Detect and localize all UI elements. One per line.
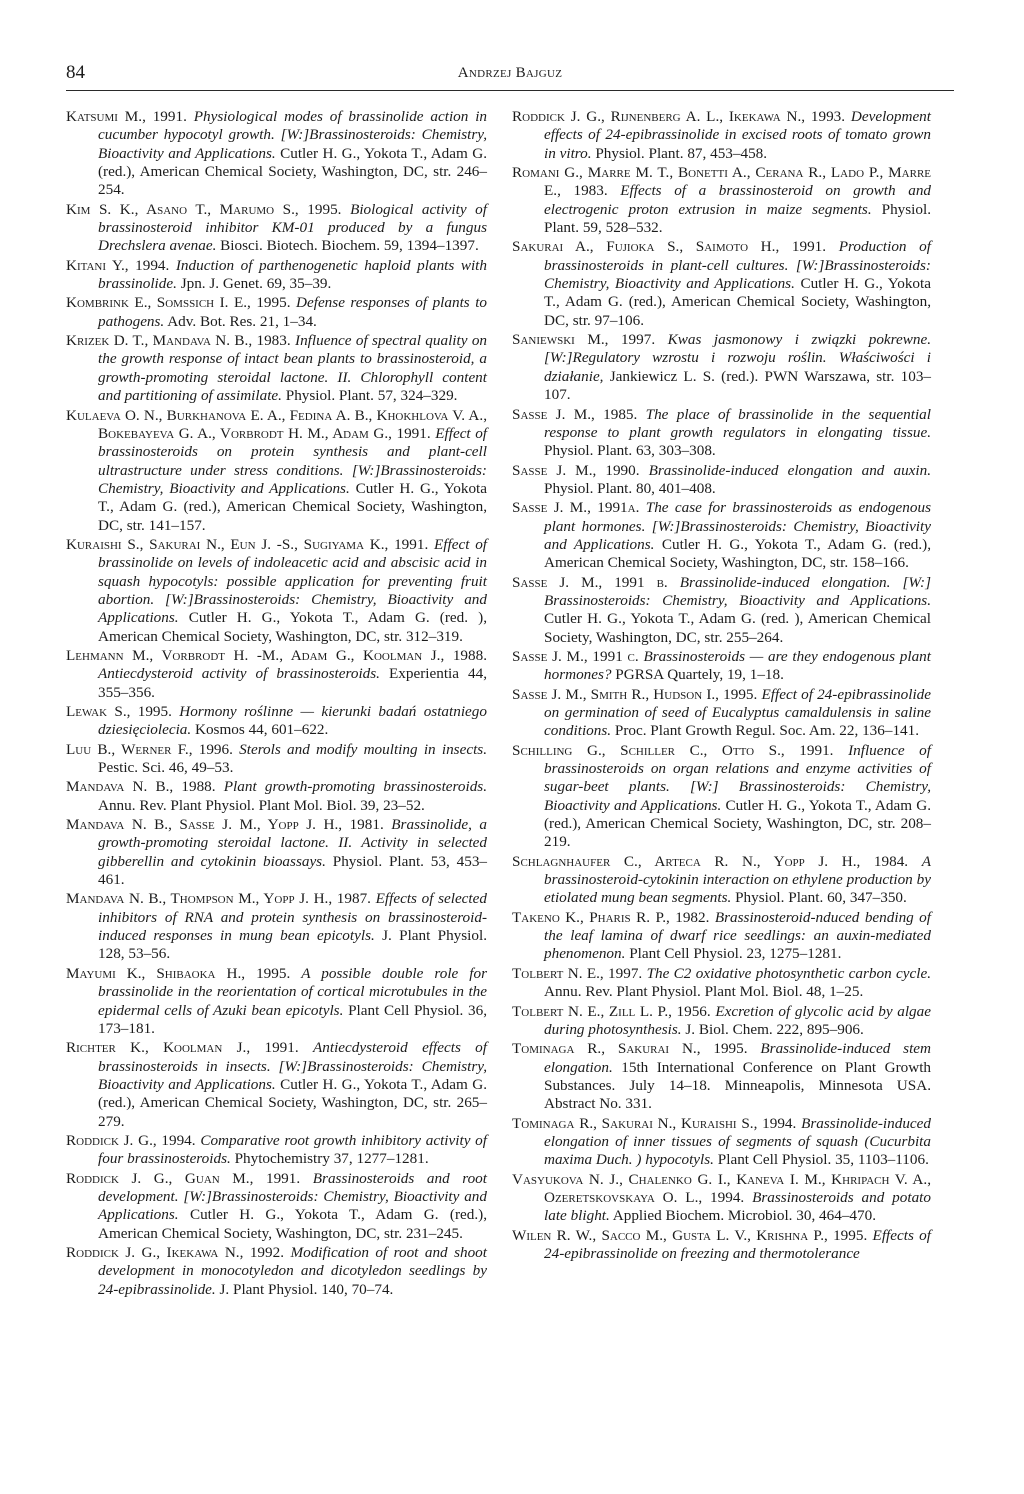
reference-title: The C2 oxidative photosynthetic carbon cycle. — [646, 964, 932, 982]
reference-authors: Sasse J. M., 1991a. — [512, 499, 640, 517]
reference-source: Applied Biochem. Microbiol. 30, 464–470. — [612, 1207, 877, 1225]
reference-authors: Lewak S., 1995. — [66, 703, 172, 720]
reference-title: Kwas jasmonowy i związki pokrewne. [W:]Regulatory wzrostu i rozwoju roślin. Właściwości i działanie, — [544, 331, 932, 385]
reference-entry — [512, 742, 931, 852]
reference-source: Physiol. Plant. 57, 324–329. — [285, 387, 458, 405]
reference-source: Physiol. Plant. 53, 453–461. — [98, 852, 488, 889]
reference-title: A brassinosteroid-cytokinin interaction on ethylene production by etiolated mung bean segments. — [544, 852, 932, 907]
reference-entry — [512, 1227, 931, 1264]
reference-authors: Kuraishi S., Sakurai N., Eun J. -S., Sugiyama K., 1991. — [66, 535, 429, 553]
reference-entry — [512, 1115, 931, 1170]
reference-authors: Richter K., Koolman J., 1991. — [66, 1039, 299, 1057]
reference-title: Effect of brassinosteroids on protein synthesis and plant-cell ultrastructure under stress conditions. [W:]Brassinosteroids: Chemistry, Bioactivity and Applications. — [98, 424, 488, 497]
reference-title: Production of brassinosteroids in plant-cell cultures. [W:]Brassinosteroids: Chemistry, Bioactivity and Applications. — [544, 238, 931, 293]
reference-title: Influence of brassinosteroids on organ relations and enzyme activities of sugar-beet plants. [W:] Brassinosteroids: Chemistry, Bioactivity and Applications. — [544, 741, 931, 814]
reference-title: A possible double role for brassinolide in the reorientation of cortical microtubules in the epidermal cells of Azuki bean epicotyls. — [98, 964, 488, 1019]
references-column-right — [512, 108, 931, 1264]
reference-title: Excretion of glycolic acid by algae during photosynthesis. — [544, 1002, 931, 1038]
reference-title: Brassinolide-induced stem elongation. — [544, 1040, 931, 1076]
reference-source: Cutler H. G., Yokota T., Adam G. (red. ), American Chemical Society, Washington, DC, str. 255–264. — [544, 610, 931, 646]
reference-authors: Saniewski M., 1997. — [512, 331, 656, 349]
reference-entry — [512, 462, 931, 499]
reference-entry — [512, 238, 931, 330]
reference-title: The case for brassinosteroids as endogenous plant hormones. [W:]Brassinosteroids: Chemistry, Bioactivity and Applications. — [544, 499, 931, 553]
reference-entry — [66, 816, 487, 889]
reference-source: Cutler H. G., Yokota T., Adam G. (red.), American Chemical Society, Washington, DC, str. 97–106. — [544, 275, 931, 329]
reference-title: Effects of 24-epibrassinolide on freezing and thermotolerance — [544, 1226, 931, 1262]
reference-title: Effects of selected inhibitors of RNA and protein synthesis on brassinosteroid-induced responses in mung bean epicotyls. — [98, 890, 487, 945]
reference-source: Physiol. Plant. 59, 528–532. — [544, 200, 931, 237]
reference-title: Brassinolide-induced elongation of inner tissues of segments of squash (Cucurbita maxima Duch. ) hypocotyls. — [544, 1114, 931, 1169]
reference-authors: Sasse J. M., 1991 b. — [512, 573, 668, 591]
reference-entry — [66, 890, 487, 963]
reference-entry — [66, 778, 487, 815]
running-head: Andrzej Bajguz — [457, 65, 563, 81]
reference-entry — [66, 201, 487, 256]
reference-title: Influence of spectral quality on the growth response of intact bean plants to brassinosteroid, a growth-promoting steroidal lactone. II. Chlorophyll content and partitioning of assimilate. — [98, 332, 488, 405]
reference-entry — [512, 108, 931, 163]
reference-entry — [66, 294, 487, 331]
reference-title: Brassinolide-induced elongation and auxin. — [648, 461, 932, 479]
reference-source: Biosci. Biotech. Biochem. 59, 1394–1397. — [220, 237, 479, 255]
reference-source: Cutler H. G., Yokota T., Adam G. (red.), American Chemical Society, Washington, DC, str. 141–157. — [98, 479, 487, 534]
reference-authors: Mandava N. B., 1988. — [66, 778, 216, 796]
reference-source: J. Plant Physiol. 140, 70–74. — [219, 1280, 394, 1298]
reference-entry — [66, 647, 487, 702]
reference-source: 15th International Conference on Plant Growth Substances. July 14–18. Minneapolis, Minnesota USA. Abstract No. 331. — [544, 1058, 932, 1113]
reference-title: Brassinosteroid-nduced bending of the leaf lamina of dwarf rice seedlings: an auxin-mediated phenomenon. — [544, 908, 931, 963]
reference-authors: Tolbert N. E., 1997. — [512, 964, 643, 982]
reference-source: J. Plant Physiol. 128, 53–56. — [98, 927, 488, 963]
reference-entry — [512, 1003, 931, 1040]
reference-title: Antiecdysteroid activity of brassinosteroids. — [98, 665, 380, 683]
reference-authors: Sasse J. M., 1991 c. — [512, 647, 639, 665]
reference-source: Experientia 44, 355–356. — [98, 665, 488, 701]
reference-entry — [512, 331, 931, 404]
reference-authors: Mandava N. B., Thompson M., Yopp J. H., 1987. — [66, 890, 371, 908]
reference-source: Cutler H. G., Yokota T., Adam G. (red. ), American Chemical Society, Washington, DC, str. 312–319. — [98, 609, 488, 645]
reference-entry — [66, 536, 487, 646]
reference-authors: Tominaga R., Sakurai N., Kuraishi S., 1994. — [512, 1114, 797, 1132]
reference-title: Biological activity of brassinosteroid inhibitor KM-01 produced by a fungus Drechslera avenae. — [98, 200, 487, 255]
reference-title: Effect of 24-epibrassinolide on germination of seed of Eucalyptus camaldulensis in saline conditions. — [544, 685, 931, 740]
reference-entry — [66, 1132, 487, 1169]
reference-entry — [512, 574, 931, 647]
reference-source: J. Biol. Chem. 222, 895–906. — [685, 1020, 864, 1038]
reference-source: Proc. Plant Growth Regul. Soc. Am. 22, 136–141. — [614, 722, 920, 740]
reference-title: Modification of root and shoot development in monocotyledon and dicotyledon seedlings by 24-epibrassinolide. — [98, 1243, 487, 1298]
reference-source: Kosmos 44, 601–622. — [195, 721, 329, 739]
reference-authors: Roddick J. G., Guan M., 1991. — [66, 1169, 301, 1187]
reference-entry — [512, 648, 931, 685]
reference-title: Development effects of 24-epibrassinolide in excised roots of tomato grown in vitro. — [544, 108, 931, 162]
reference-title: Comparative root growth inhibitory activity of four brassinosteroids. — [98, 1131, 487, 1168]
reference-authors: Kim S. K., Asano T., Marumo S., 1995. — [66, 200, 342, 218]
reference-source: Cutler H. G., Yokota T., Adam G. (red.), American Chemical Society, Washington, DC, str. 231–245. — [98, 1206, 488, 1242]
reference-authors: Takeno K., Pharis R. P., 1982. — [512, 908, 710, 926]
reference-title: Effects of a brassinosteroid on growth and electrogenic proton extrusion in maize segments. — [544, 182, 932, 218]
reference-title: Hormony roślinne — kierunki badań ostatniego dziesięciolecia. — [98, 703, 487, 739]
reference-authors: Wilen R. W., Sacco M., Gusta L. V., Krishna P., 1995. — [512, 1226, 868, 1244]
reference-authors: Schilling G., Schiller C., Otto S., 1991. — [512, 741, 834, 759]
reference-source: Jankiewicz L. S. (red.). PWN Warszawa, str. 103–107. — [544, 367, 932, 404]
reference-source: Physiol. Plant. 63, 303–308. — [544, 442, 716, 460]
reference-authors: Kitani Y., 1994. — [66, 256, 170, 274]
reference-entry — [512, 164, 931, 237]
page-number: 84 — [66, 62, 85, 83]
reference-source: Cutler H. G., Yokota T., Adam G. (red.), American Chemical Society, Washington, DC, str. 158–166. — [544, 535, 931, 572]
reference-authors: Kulaeva O. N., Burkhanova E. A., Fedina A. B., Khokhlova V. A., Bokebayeva G. A., Vorbrodt H. M., Adam G., 1991. — [66, 406, 487, 442]
reference-source: Jpn. J. Genet. 69, 35–39. — [180, 275, 332, 293]
reference-entry — [66, 108, 487, 200]
reference-source: Physiol. Plant. 87, 453–458. — [595, 144, 768, 162]
reference-source: Plant Cell Physiol. 36, 173–181. — [98, 1001, 488, 1037]
reference-source: Cutler H. G., Yokota T., Adam G. (red.), American Chemical Society, Washington, DC, str. 246–254. — [98, 144, 487, 199]
reference-title: Brassinosteroids and potato late blight. — [544, 1188, 931, 1225]
reference-authors: Katsumi M., 1991. — [66, 108, 187, 125]
reference-entry — [512, 965, 931, 1002]
reference-title: Brassinosteroids and root development. [W:]Brassinosteroids: Chemistry, Bioactivity and Applications. — [98, 1169, 487, 1224]
reference-authors: Tolbert N. E., Zill L. P., 1956. — [512, 1002, 711, 1020]
reference-title: Sterols and modify moulting in insects. — [239, 740, 487, 758]
reference-authors: Luu B., Werner F., 1996. — [66, 740, 233, 758]
reference-source: Phytochemistry 37, 1277–1281. — [234, 1150, 429, 1168]
reference-title: Defense responses of plants to pathogens. — [98, 294, 488, 330]
page-header — [66, 62, 954, 91]
reference-authors: Sasse J. M., Smith R., Hudson I., 1995. — [512, 685, 758, 703]
reference-authors: Sakurai A., Fujioka S., Saimoto H., 1991. — [512, 238, 827, 256]
reference-authors: Romani G., Marre M. T., Bonetti A., Cerana R., Lado P., Marre E., 1983. — [512, 164, 931, 200]
reference-entry — [66, 1170, 487, 1243]
reference-source: Plant Cell Physiol. 35, 1103–1106. — [717, 1151, 929, 1169]
reference-title: Brassinosteroids — are they endogenous plant hormones? — [544, 647, 931, 684]
reference-authors: Roddick J. G., Ikekawa N., 1992. — [66, 1243, 285, 1261]
reference-authors: Lehmann M., Vorbrodt H. -M., Adam G., Koolman J., 1988. — [66, 646, 487, 664]
reference-source: Annu. Rev. Plant Physiol. Plant Mol. Biol. 48, 1–25. — [544, 983, 864, 1001]
reference-source: Pestic. Sci. 46, 49–53. — [98, 759, 234, 777]
reference-authors: Krizek D. T., Mandava N. B., 1983. — [66, 332, 291, 350]
reference-title: Physiological modes of brassinolide action in cucumber hypocotyl growth. [W:]Brassinosteroids: Chemistry, Bioactivity and Applications. — [98, 108, 488, 162]
reference-entry — [66, 741, 487, 778]
reference-authors: Roddick J. G., 1994. — [66, 1131, 196, 1149]
reference-entry — [66, 1039, 487, 1131]
reference-entry — [512, 686, 931, 741]
reference-entry — [512, 499, 931, 572]
reference-source: Cutler H. G., Yokota T., Adam G. (red.), American Chemical Society, Washington, DC, str. 265–279. — [98, 1075, 487, 1130]
reference-source: Cutler H. G., Yokota T., Adam G. (red.), American Chemical Society, Washington, DC, str. 208–219. — [544, 796, 931, 851]
reference-source: Adv. Bot. Res. 21, 1–34. — [167, 312, 317, 330]
reference-authors: Mandava N. B., Sasse J. M., Yopp J. H., 1981. — [66, 816, 384, 834]
reference-entry — [66, 703, 487, 740]
reference-source: Physiol. Plant. 80, 401–408. — [544, 479, 716, 497]
reference-entry — [512, 909, 931, 964]
reference-entry — [512, 406, 931, 461]
reference-authors: Mayumi K., Shibaoka H., 1995. — [66, 964, 291, 982]
reference-source: Physiol. Plant. 60, 347–350. — [735, 889, 907, 907]
reference-title: Plant growth-promoting brassinosteroids. — [223, 778, 487, 796]
reference-entry — [512, 1040, 931, 1113]
reference-source: PGRSA Quartely, 19, 1–18. — [615, 666, 784, 684]
reference-entry — [66, 257, 487, 294]
reference-entry — [66, 407, 487, 535]
reference-entry — [512, 853, 931, 908]
reference-title: Induction of parthenogenetic haploid plants with brassinolide. — [98, 256, 488, 293]
reference-authors: Kombrink E., Somssich I. E., 1995. — [66, 294, 291, 312]
reference-entry — [66, 1244, 487, 1299]
reference-authors: Sasse J. M., 1985. — [512, 405, 638, 423]
reference-title: Brassinolide-induced elongation. [W:] Brassinosteroids: Chemistry, Bioactivity and Applications. — [544, 573, 931, 609]
reference-title: The place of brassinolide in the sequential response to plant growth regulators in elongating tissue. — [544, 405, 931, 441]
reference-entry — [66, 332, 487, 405]
reference-authors: Sasse J. M., 1990. — [512, 461, 640, 479]
reference-title: Effect of brassinolide on levels of indoleacetic acid and abscisic acid in squash hypocotyls: possible application for preventing fruit abortion. [W:]Brassinosteroids: Chemistry, Bioactivity and Applications. — [98, 535, 488, 627]
reference-source: Plant Cell Physiol. 23, 1275–1281. — [629, 945, 842, 963]
reference-title: Antiecdysteroid effects of brassinosteroids in insects. [W:]Brassinosteroids: Chemistry, Bioactivity and Applications. — [98, 1039, 487, 1093]
reference-authors: Roddick J. G., Rijnenberg A. L., Ikekawa N., 1993. — [512, 108, 846, 125]
reference-source: Annu. Rev. Plant Physiol. Plant Mol. Biol. 39, 23–52. — [98, 796, 425, 814]
reference-authors: Vasyukova N. J., Chalenko G. I., Kaneva I. M., Khripach V. A., Ozeretskovskaya O. L., 1994. — [512, 1170, 931, 1206]
reference-title: Brassinolide, a growth-promoting steroidal lactone. II. Activity in selected gibberellin and cytokinin bioassays. — [98, 816, 487, 870]
reference-entry — [66, 965, 487, 1038]
reference-entry — [512, 1171, 931, 1226]
reference-authors: Tominaga R., Sakurai N., 1995. — [512, 1040, 748, 1058]
reference-authors: Schlagnhaufer C., Arteca R. N., Yopp J. H., 1984. — [512, 852, 909, 870]
references-column-left — [66, 108, 487, 1300]
